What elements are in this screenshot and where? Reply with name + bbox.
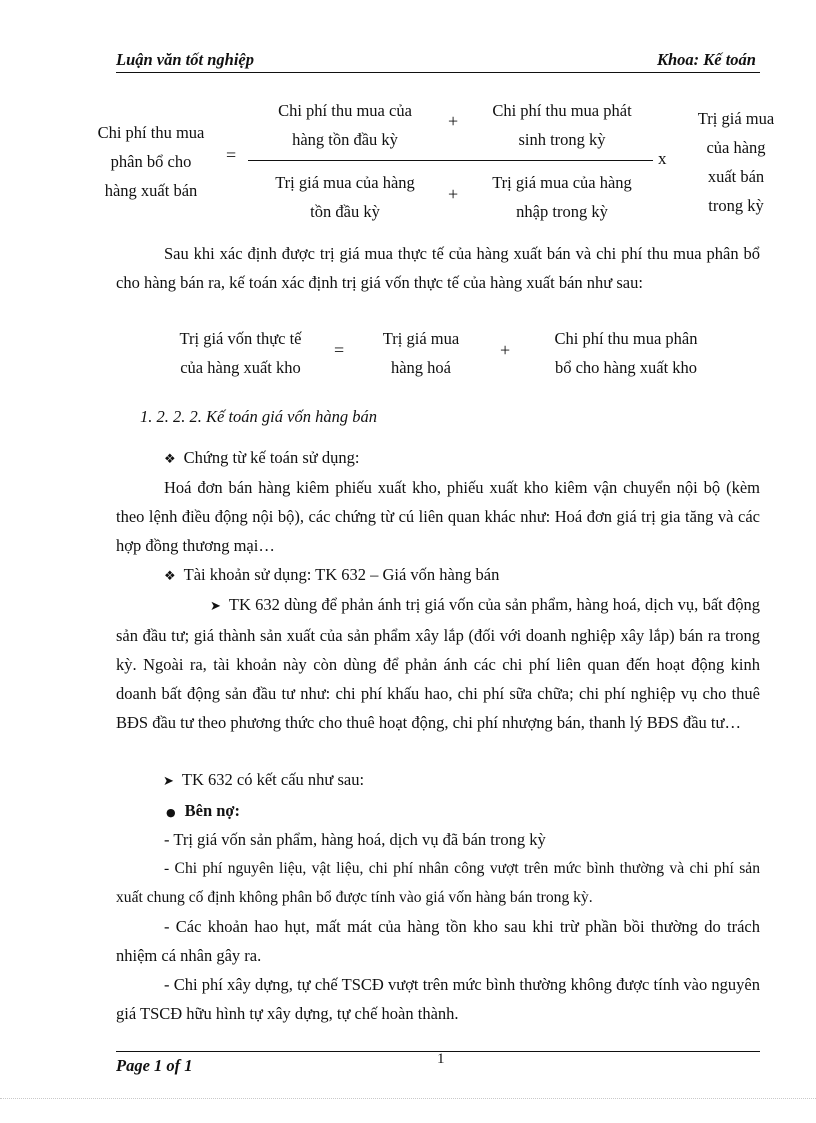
ben-no-item: - Trị giá vốn sản phẩm, hàng hoá, dịch vụ đã bán trong kỳ [164,830,546,849]
formula1-denominator-2-line: nhập trong kỳ [516,202,608,221]
formula1-numerator-2-line: Chi phí thu mua phát [492,101,632,120]
formula1-rhs-line: Trị giá mua [697,109,775,128]
formula1-denominator-1-line: Trị giá mua của hàng [275,173,415,192]
tk632-structure-text: TK 632 có kết cấu như sau: [181,770,365,789]
arrow-bullet-icon: ➤ [163,774,174,789]
diamond-bullet-icon: ❖ [164,569,176,584]
ben-no-heading-text: Bên nợ: [184,801,241,820]
formula1-numerator-2 [474,96,650,154]
paragraph-intro: Sau khi xác định được trị giá mua thực tế của hàng xuất bán và chi phí thu mua phân bổ cho hàng bán ra, kế toán xác định trị giá vốn thực tế của hàng xuất bán như sau: [116,244,760,292]
formula1-rhs [686,104,786,220]
formula2-term-c [528,324,724,382]
formula1-plus-bottom: + [448,184,459,204]
tk632-structure [163,765,364,796]
formula1-plus-top: + [448,111,459,131]
chung-tu-heading [164,443,359,474]
ben-no-item: - Các khoản hao hụt, mất mát của hàng tồn kho sau khi trừ phần bồi thường do trách nhiệm cá nhân gây ra. [116,917,760,965]
formula1-rhs-line: trong kỳ [708,196,764,215]
formula1-denominator-2-line: Trị giá mua của hàng [492,173,632,192]
ben-no-heading [166,796,240,827]
formula1-rhs-line: của hàng [706,138,766,157]
formula1-denominator-1-line: tồn đầu kỳ [310,202,380,221]
arrow-bullet-icon: ➤ [210,599,221,614]
dot-bullet-icon: ● [166,806,176,819]
formula1-denominator-1 [255,168,435,226]
formula2-term-a [158,324,323,382]
formula1-rhs-line: xuất bán [707,167,765,186]
page-header [116,50,760,74]
formula1-lhs-line: phân bổ cho [110,152,192,171]
formula1-numerator-1 [255,96,435,154]
chung-tu-heading-text: Chứng từ kế toán sử dụng: [183,448,360,467]
formula1-denominator-2 [474,168,650,226]
formula2-term-b-line: Trị giá mua [382,329,460,348]
formula2-term-a-line: của hàng xuất kho [180,358,301,377]
footer-page-label: Page 1 of 1 [116,1056,193,1075]
formula2-term-b [368,324,474,382]
section-title: 1. 2. 2. 2. Kế toán giá vốn hàng bán [140,407,377,426]
page-edge-divider [0,1098,816,1099]
tk632-description [116,590,760,737]
formula1-numerator-1-line: hàng tồn đầu kỳ [292,130,398,149]
formula2-equals: = [334,340,345,360]
formula1-times: x [658,149,667,168]
formula1-lhs-line: hàng xuất bán [104,181,198,200]
tai-khoan-heading [164,560,499,591]
ben-no-item: - Chi phí xây dựng, tự chế TSCĐ vượt trên mức bình thường không được tính vào nguyên giá TSCĐ hữu hình tự xây dựng, tự chế hoàn thành. [116,975,760,1023]
ben-no-item: - Chi phí nguyên liệu, vật liệu, chi phí nhân công vượt trên mức bình thường và chi phí sản xuất chung cố định không phân bổ được tính vào giá vốn hàng bán trong kỳ. [116,860,760,906]
header-faculty: Khoa: Kế toán [656,50,756,69]
tk632-description-text: TK 632 dùng để phản ánh trị giá vốn của sản phẩm, hàng hoá, dịch vụ, bất động sản đầu tư; giá thành sản xuất của sản phẩm xây lắp (đối với doanh nghiệp xây lắp) bán ra trong kỳ. Ngoài ra, tài khoản này còn dùng để phản ánh các chi phí liên quan đến hoạt động kinh doanh bất động sản đầu tư như: chi phí khấu hao, chi phí sữa chữa; chi phí nghiệp vụ cho thuê BĐS đầu tư theo phương thức cho thuê hoạt động, chi phí nhượng bán, thanh lý BĐS đầu tư… [116,595,760,732]
formula1-equals: = [226,145,237,165]
formula1-numerator-1-line: Chi phí thu mua của [278,101,412,120]
formula1-numerator-2-line: sinh trong kỳ [518,130,606,149]
chung-tu-paragraph: Hoá đơn bán hàng kiêm phiếu xuất kho, phiếu xuất kho kiêm vận chuyển nội bộ (kèm theo lệnh điều động nội bộ), các chứng từ cú liên quan khác như: Hoá đơn giá trị gia tăng và các hợp đồng thương mại… [116,478,760,555]
formula2-term-c-line: Chi phí thu mua phân [554,329,698,348]
formula1-lhs-line: Chi phí thu mua [97,123,205,142]
footer-page-number: 1 [437,1051,445,1067]
formula2-term-b-line: hàng hoá [390,358,452,377]
diamond-bullet-icon: ❖ [164,452,176,467]
tai-khoan-heading-text: Tài khoản sử dụng: TK 632 – Giá vốn hàng bán [183,565,500,584]
formula2-plus: + [500,340,511,360]
formula2-term-c-line: bổ cho hàng xuất kho [554,358,698,377]
header-thesis-title: Luận văn tốt nghiệp [116,50,254,69]
formula1-fraction-bar [248,160,653,161]
header-rule [116,72,760,73]
formula2-term-a-line: Trị giá vốn thực tế [179,329,302,348]
formula1-lhs [86,118,216,205]
